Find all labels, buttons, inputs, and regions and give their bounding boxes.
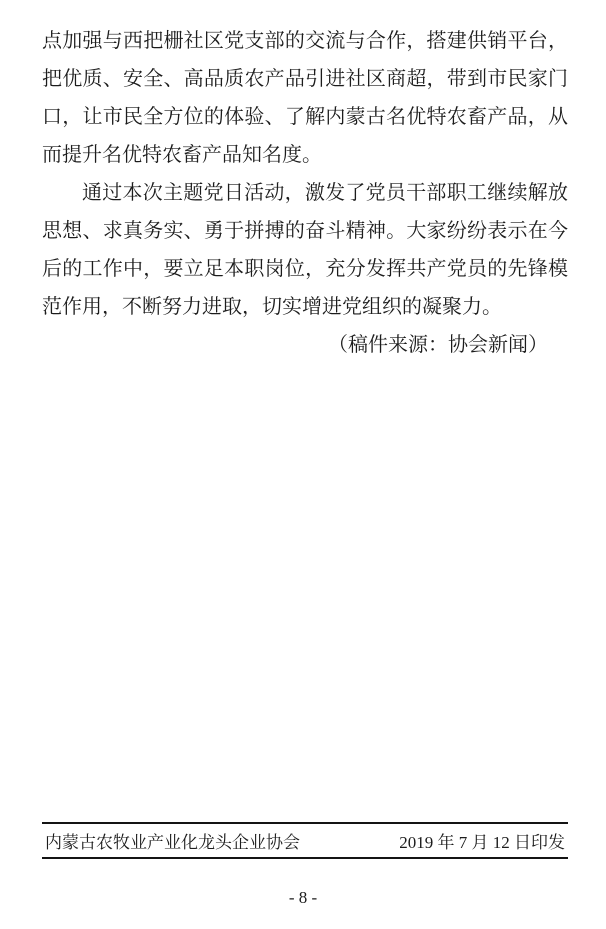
page-number: - 8 - (288, 888, 318, 907)
paragraph-2-line-2: 思想、求真务实、勇于拼搏的奋斗精神。大家纷纷表示在今 (42, 220, 568, 242)
footer-issuer: 内蒙古农牧业产业化龙头企业协会 (45, 833, 300, 852)
paragraph-1-line-2: 把优质、安全、高品质农产品引进社区商超，带到市民家门 (42, 68, 568, 90)
document-body (42, 22, 568, 364)
paragraph-1-line-3: 口，让市民全方位的体验、了解内蒙古名优特农畜产品，从 (42, 106, 568, 128)
paragraph-2-line-3: 后的工作中，要立足本职岗位，充分发挥共产党员的先锋模 (42, 258, 568, 280)
footer-print-date: 2019 年 7 月 12 日印发 (399, 833, 565, 852)
paragraph-1 (42, 22, 568, 174)
paragraph-1-line-4: 而提升名优特农畜产品知名度。 (42, 144, 322, 166)
paragraph-1-line-1: 点加强与西把栅社区党支部的交流与合作，搭建供销平台， (42, 30, 568, 52)
paragraph-2-line-1: 通过本次主题党日活动，激发了党员干部职工继续解放 (82, 182, 568, 204)
footer-imprint-bar (42, 822, 568, 859)
paragraph-2-line-4: 范作用，不断努力进取，切实增进党组织的凝聚力。 (42, 296, 502, 318)
paragraph-2 (42, 174, 568, 326)
source-note: （稿件来源：协会新闻） (328, 334, 548, 356)
